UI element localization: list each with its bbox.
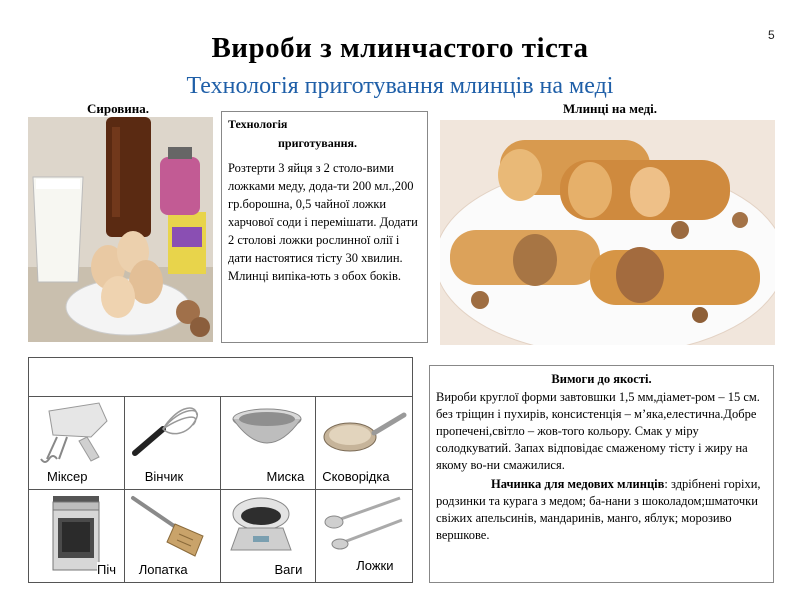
tool-cell-spoons — [316, 490, 412, 583]
technology-heading-2: приготування. — [278, 136, 358, 150]
tools-table — [28, 357, 413, 583]
page-number: 5 — [768, 28, 775, 42]
tool-label-spatula: Лопатка — [138, 562, 188, 577]
technology-box — [221, 111, 428, 343]
requirements-box — [429, 365, 774, 583]
tool-label-bowl: Миска — [266, 469, 305, 484]
tool-label-mixer: Міксер — [47, 469, 88, 484]
slide-subtitle: Технологія приготування млинців на меді — [186, 73, 614, 99]
tool-label-stove: Піч — [97, 562, 117, 577]
pancakes-photo — [440, 120, 775, 345]
tool-cell-stove — [29, 490, 125, 583]
filling-label: Начинка для медових млинців — [491, 477, 665, 491]
requirements-title: Вимоги до якості. — [551, 372, 652, 386]
ingredients-photo — [28, 117, 213, 342]
tool-label-pan: Сковорідка — [322, 469, 390, 484]
technology-text: Розтерти 3 яйця з 2 столо-вими ложками меду, дода-ти 200 мл.,200 гр.борошна, 0,5 чайної ложки харчової соди і перемішати. Додати 2 столові ложки рослинної олії і дати настоятися тісту 30 хвилин. Млинці випіка-ють з обох боків. — [228, 161, 418, 283]
tool-cell-whisk — [125, 397, 221, 490]
tool-cell-pan — [316, 397, 412, 490]
tool-cell-bowl — [221, 397, 317, 490]
technology-heading: Технологія — [228, 117, 288, 131]
tool-label-scale: Ваги — [274, 562, 303, 577]
pancakes-label: Млинці на меді. — [563, 101, 658, 116]
filling-text: : здрібнені горіхи, родзинки та курага з медом; ба-нани з шоколадом;шматочки свіжих апельсинів, мандаринів, манго, яблук; морозиво вершкове. — [436, 477, 761, 542]
tool-cell-spatula — [125, 490, 221, 583]
ingredients-label: Сировина. — [87, 101, 150, 116]
requirements-text: Вироби круглої форми завтовшки 1,5 мм,діамет-ром – 15 см. без тріщин і пухирів, консистенція – м’яка,елестична.Добре пропечені,світло – жов-того кольору. Смак у міру солодкуватий. Запах відповідає смаженому тісту і жиру на якому во-ни смажилися. — [436, 390, 760, 472]
slide-title: Вироби з млинчастого тіста — [211, 32, 589, 64]
tool-cell-scale — [221, 490, 317, 583]
tool-label-spoons: Ложки — [356, 558, 394, 573]
tool-cell-mixer — [29, 397, 125, 490]
tool-label-whisk: Вінчик — [144, 469, 184, 484]
filling-paragraph — [436, 476, 767, 544]
